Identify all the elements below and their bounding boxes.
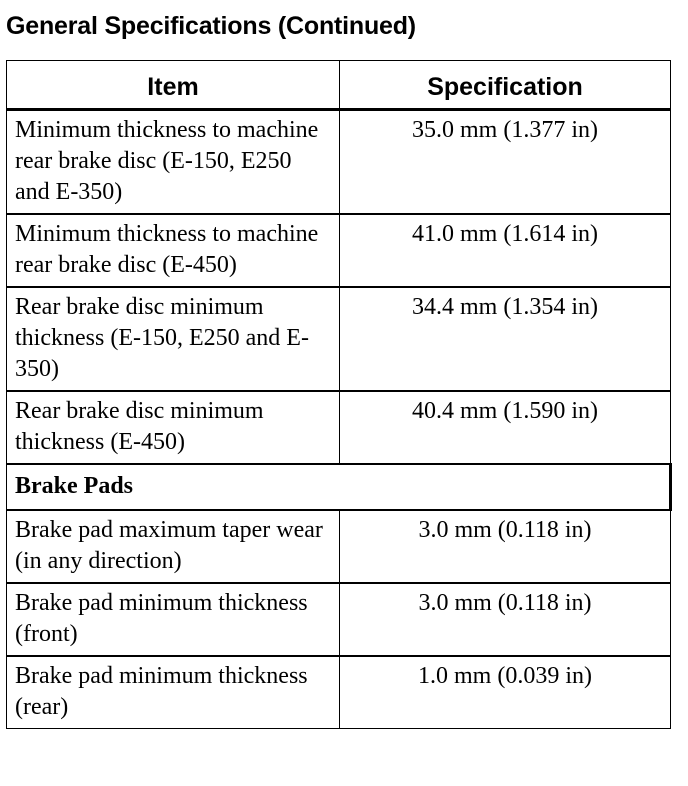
item-cell: Minimum thickness to machine rear brake disc (E-150, E250 and E-350) [7,110,340,215]
column-header-specification: Specification [340,61,671,110]
specification-cell: 1.0 mm (0.039 in) [340,656,671,729]
specification-cell: 35.0 mm (1.377 in) [340,110,671,215]
table-row [7,214,671,287]
item-cell: Minimum thickness to machine rear brake disc (E-450) [7,214,340,287]
specification-cell: 40.4 mm (1.590 in) [340,391,671,464]
item-cell: Brake pad maximum taper wear (in any direction) [7,510,340,583]
item-cell: Rear brake disc minimum thickness (E-450) [7,391,340,464]
specification-cell: 3.0 mm (0.118 in) [340,510,671,583]
table-row [7,583,671,656]
item-cell: Brake pad minimum thickness (front) [7,583,340,656]
item-cell: Rear brake disc minimum thickness (E-150, E250 and E-350) [7,287,340,391]
table-row [7,391,671,464]
table-row [7,510,671,583]
section-header-brake-pads: Brake Pads [7,464,671,510]
table-row [7,110,671,215]
specifications-table [6,60,672,729]
page-title: General Specifications (Continued) [6,12,416,40]
table-row [7,287,671,391]
table-header-row [7,61,671,110]
specification-cell: 34.4 mm (1.354 in) [340,287,671,391]
section-header-row [7,464,671,510]
table-row [7,656,671,729]
specification-cell: 3.0 mm (0.118 in) [340,583,671,656]
item-cell: Brake pad minimum thickness (rear) [7,656,340,729]
column-header-item: Item [7,61,340,110]
specification-cell: 41.0 mm (1.614 in) [340,214,671,287]
